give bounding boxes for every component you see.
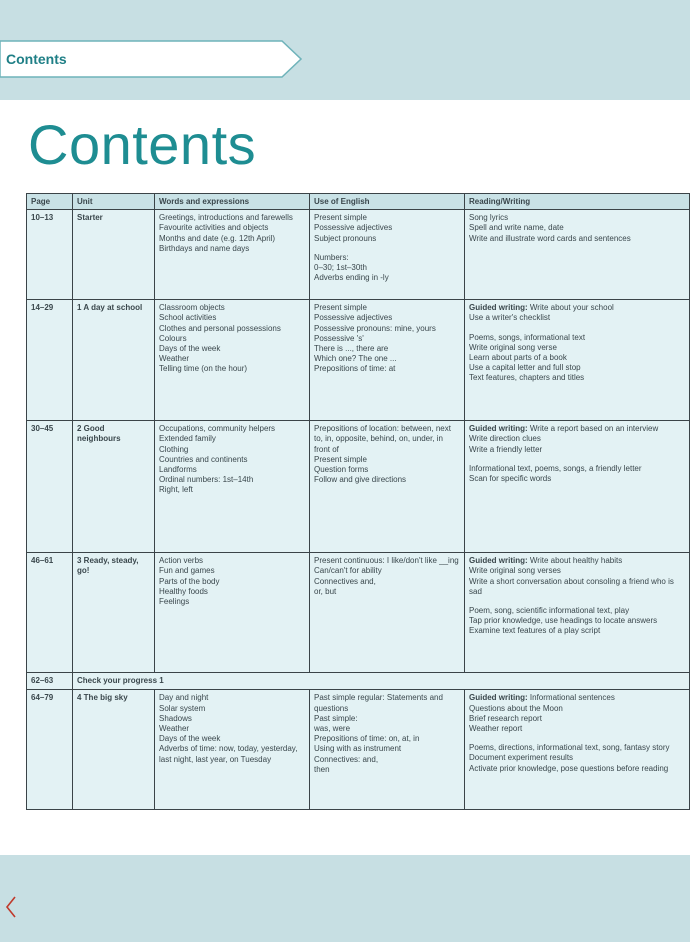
reading-line	[469, 234, 685, 244]
page-cell: 30–45	[27, 421, 73, 553]
reading-text: Spell and write name, date	[469, 223, 564, 233]
words-line: Weather	[159, 724, 190, 734]
guided-writing-label: Guided writing:	[469, 424, 528, 434]
english-line: Past simple:	[314, 713, 358, 723]
words-line: Healthy foods	[159, 586, 208, 596]
english-cell	[310, 210, 465, 300]
table-row	[27, 690, 690, 810]
page-cell: 10–13	[27, 210, 73, 300]
reading-text: Text features, chapters and titles	[469, 373, 585, 383]
reading-line	[469, 474, 685, 484]
words-line: Solar system	[159, 703, 206, 713]
reading-line	[469, 313, 685, 323]
english-line: Subject pronouns	[314, 233, 377, 243]
reading-line	[469, 303, 685, 313]
words-line: Days of the week	[159, 734, 221, 744]
reading-line	[469, 764, 685, 774]
words-cell	[155, 210, 310, 300]
reading-text: Examine text features of a play script	[469, 626, 601, 636]
reading-line	[469, 353, 685, 363]
reading-text: Brief research report	[469, 713, 542, 723]
line-spacer	[314, 244, 460, 253]
english-line: Prepositions of location: between, next to, in, opposite, behind, on, under, in front of	[314, 424, 451, 454]
words-cell	[155, 300, 310, 421]
unit-cell: 3 Ready, steady, go!	[73, 553, 155, 673]
english-line: Present simple	[314, 213, 367, 223]
reading-line	[469, 616, 685, 626]
reading-line	[469, 373, 685, 383]
reading-text: Poems, songs, informational text	[469, 332, 586, 342]
english-line: Numbers:	[314, 252, 349, 262]
words-cell	[155, 690, 310, 810]
english-line: Can/can't for ability	[314, 566, 382, 576]
reading-line	[469, 223, 685, 233]
reading-line	[469, 363, 685, 373]
english-cell	[310, 421, 465, 553]
words-line: Greetings, introductions and farewells	[159, 213, 293, 223]
reading-line	[469, 693, 685, 703]
words-line: Adverbs of time: now, today, yesterday, last night, last year, on Tuesday	[159, 744, 298, 764]
words-cell	[155, 553, 310, 673]
breadcrumb-label: Contents	[6, 51, 67, 67]
reading-line	[469, 704, 685, 714]
line-spacer	[469, 324, 685, 333]
reading-text: Write original song verse	[469, 342, 557, 352]
unit-cell: 2 Good neighbours	[73, 421, 155, 553]
words-line: Classroom objects	[159, 303, 225, 313]
reading-text: Write a short conversation about consoling a friend who is sad	[469, 576, 674, 596]
reading-line	[469, 606, 685, 616]
reading-text: Poems, directions, informational text, song, fantasy story	[469, 743, 670, 753]
reading-text: Questions about the Moon	[469, 703, 563, 713]
reading-line	[469, 714, 685, 724]
reading-line	[469, 566, 685, 576]
table-row	[27, 553, 690, 673]
reading-cell	[465, 421, 690, 553]
english-line: Possessive pronouns: mine, yours	[314, 323, 436, 333]
reading-cell	[465, 553, 690, 673]
words-line: Extended family	[159, 434, 216, 444]
words-line: Parts of the body	[159, 576, 220, 586]
page-cell: 14–29	[27, 300, 73, 421]
english-line: Possessive adjectives	[314, 223, 393, 233]
reading-text: Write a report based on an interview	[527, 424, 659, 434]
line-spacer	[469, 597, 685, 606]
column-header-reading: Reading/Writing	[465, 194, 690, 210]
words-line: Feelings	[159, 597, 190, 607]
progress-label-cell: Check your progress 1	[73, 673, 690, 690]
english-line: then	[314, 764, 330, 774]
table-row	[27, 421, 690, 553]
reading-line	[469, 343, 685, 353]
page-title: Contents	[28, 113, 257, 176]
reading-cell	[465, 300, 690, 421]
reading-text: Write a friendly letter	[469, 444, 543, 454]
words-line: Telling time (on the hour)	[159, 364, 248, 374]
english-line: or, but	[314, 586, 337, 596]
english-cell	[310, 553, 465, 673]
words-line: Days of the week	[159, 344, 221, 354]
unit-cell: 4 The big sky	[73, 690, 155, 810]
reading-text: Poem, song, scientific informational text, play	[469, 606, 630, 616]
words-line: School activities	[159, 313, 217, 323]
reading-text: Activate prior knowledge, pose questions before reading	[469, 763, 669, 773]
words-line: Landforms	[159, 465, 197, 475]
reading-line	[469, 743, 685, 753]
english-line: was, were	[314, 724, 351, 734]
reading-line	[469, 753, 685, 763]
reading-line	[469, 556, 685, 566]
reading-text: Use a capital letter and full stop	[469, 363, 581, 373]
english-line: Prepositions of time: on, at, in	[314, 734, 420, 744]
unit-cell: Starter	[73, 210, 155, 300]
reading-text: Informational text, poems, songs, a friendly letter	[469, 463, 642, 473]
english-line: There is ..., there are	[314, 344, 389, 354]
column-header-words: Words and expressions	[155, 194, 310, 210]
english-line: Adverbs ending in -ly	[314, 273, 389, 283]
page-cell: 62–63	[27, 673, 73, 690]
words-line: Clothing	[159, 444, 189, 454]
reading-line	[469, 434, 685, 444]
guided-writing-label: Guided writing:	[469, 556, 528, 566]
english-line: Possessive 's'	[314, 333, 364, 343]
english-line: Which one? The one ...	[314, 354, 397, 364]
reading-text: Write about your school	[527, 303, 614, 313]
words-line: Action verbs	[159, 556, 204, 566]
column-header-unit: Unit	[73, 194, 155, 210]
english-line: Connectives and,	[314, 576, 376, 586]
reading-text: Scan for specific words	[469, 474, 552, 484]
reading-text: Write direction clues	[469, 434, 541, 444]
words-line: Birthdays and name days	[159, 243, 250, 253]
words-line: Weather	[159, 354, 190, 364]
english-line: Prepositions of time: at	[314, 364, 396, 374]
english-line: Present simple	[314, 303, 367, 313]
line-spacer	[469, 455, 685, 464]
reading-cell	[465, 690, 690, 810]
table-header-row	[27, 194, 690, 210]
column-header-page: Page	[27, 194, 73, 210]
reading-text: Write about healthy habits	[527, 556, 623, 566]
words-line: Shadows	[159, 713, 192, 723]
page-cell: 46–61	[27, 553, 73, 673]
reading-text: Song lyrics	[469, 213, 509, 223]
unit-cell: 1 A day at school	[73, 300, 155, 421]
words-line: Occupations, community helpers	[159, 424, 276, 434]
reading-text: Write and illustrate word cards and sentences	[469, 233, 631, 243]
reading-text: Write original song verses	[469, 566, 561, 576]
words-line: Fun and games	[159, 566, 215, 576]
reading-cell	[465, 210, 690, 300]
previous-page-button[interactable]	[4, 895, 18, 924]
english-line: 0–30; 1st–30th	[314, 263, 367, 273]
english-line: Question forms	[314, 465, 369, 475]
reading-line	[469, 626, 685, 636]
english-line: Connectives: and,	[314, 754, 379, 764]
table-row	[27, 300, 690, 421]
words-line: Favourite activities and objects	[159, 223, 269, 233]
reading-line	[469, 724, 685, 734]
page-cell: 64–79	[27, 690, 73, 810]
english-line: Present simple	[314, 454, 367, 464]
english-cell	[310, 690, 465, 810]
reading-text: Learn about parts of a book	[469, 353, 567, 363]
english-line: Using with as instrument	[314, 744, 402, 754]
footer-band	[0, 855, 690, 942]
progress-row	[27, 673, 690, 690]
words-line: Day and night	[159, 693, 209, 703]
words-line: Clothes and personal possessions	[159, 323, 281, 333]
words-cell	[155, 421, 310, 553]
guided-writing-label: Guided writing:	[469, 693, 528, 703]
guided-writing-label: Guided writing:	[469, 303, 528, 313]
english-line: Present continuous: I like/don't like __ing	[314, 556, 459, 566]
english-line: Past simple regular: Statements and questions	[314, 693, 443, 713]
reading-line	[469, 213, 685, 223]
reading-line	[469, 577, 685, 597]
words-line: Colours	[159, 333, 187, 343]
words-line: Right, left	[159, 485, 193, 495]
reading-text: Weather report	[469, 724, 523, 734]
line-spacer	[469, 734, 685, 743]
english-line: Possessive adjectives	[314, 313, 393, 323]
reading-text: Document experiment results	[469, 753, 574, 763]
column-header-english: Use of English	[310, 194, 465, 210]
reading-line	[469, 333, 685, 343]
english-cell	[310, 300, 465, 421]
words-line: Ordinal numbers: 1st–14th	[159, 475, 254, 485]
contents-table	[26, 193, 690, 810]
reading-text: Use a writer's checklist	[469, 313, 551, 323]
breadcrumb[interactable]	[0, 40, 302, 78]
reading-line	[469, 424, 685, 434]
words-line: Countries and continents	[159, 454, 248, 464]
english-line: Follow and give directions	[314, 475, 407, 485]
reading-text: Tap prior knowledge, use headings to locate answers	[469, 616, 658, 626]
reading-line	[469, 445, 685, 455]
reading-line	[469, 464, 685, 474]
chevron-left-icon	[4, 895, 18, 919]
table-row	[27, 210, 690, 300]
words-line: Months and date (e.g. 12th April)	[159, 233, 276, 243]
reading-text: Informational sentences	[527, 693, 615, 703]
